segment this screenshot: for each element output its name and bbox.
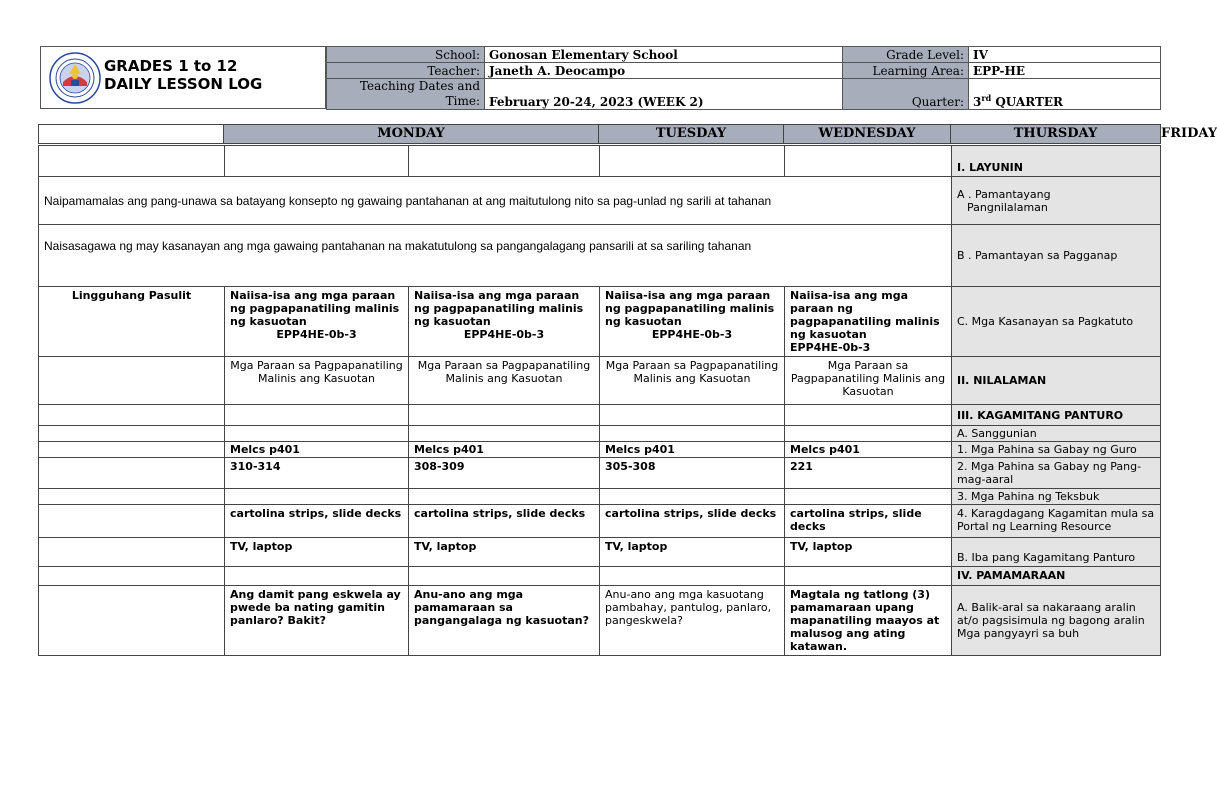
teacher-label: Teacher: xyxy=(327,63,485,79)
iba-kagamitan-row xyxy=(39,538,1161,567)
gabay-guro-label: 1. Mga Pahina sa Gabay ng Guro xyxy=(952,442,1161,458)
grade-level-label: Grade Level: xyxy=(843,47,969,63)
teacher-value: Janeth A. Deocampo xyxy=(485,63,843,79)
sanggunian-label: A. Sanggunian xyxy=(952,426,1161,442)
balik-aral-row xyxy=(39,586,1161,656)
kagamitan-label: III. KAGAMITANG PANTURO xyxy=(952,405,1161,426)
pamantayang-text: Naipamamalas ang pang-unawa sa batayang konsepto ng gawaing pantahanan at ang maitutulong nito sa pag-unlad ng sarili at tahanan xyxy=(39,177,952,225)
cell xyxy=(785,489,952,505)
balik-aral-label-line1: A. Balik-aral sa nakaraang aralin at/o pagsisimula ng bagong aralin xyxy=(957,601,1145,627)
kasanayan-text: Naiisa-isa ang mga paraan ng pagpapanatiling malinis ng kasuotan xyxy=(230,289,400,328)
day-header-row: MONDAY TUESDAY WEDNESDAY THURSDAY FRIDAY xyxy=(39,125,1161,144)
karagdagang-row xyxy=(39,505,1161,538)
cartolina-monday: cartolina strips, slide decks xyxy=(225,505,409,538)
tv-thursday: TV, laptop xyxy=(785,538,952,567)
cartolina-wednesday: cartolina strips, slide decks xyxy=(600,505,785,538)
kasanayan-text: Naiisa-isa ang mga paraan ng pagpapanatiling malinis ng kasuotan xyxy=(790,289,940,341)
nilalaman-wednesday: Mga Paraan sa Pagpapanatiling Malinis ang Kasuotan xyxy=(600,357,785,405)
cell xyxy=(39,489,225,505)
day-tuesday: TUESDAY xyxy=(599,125,784,144)
tv-monday: TV, laptop xyxy=(225,538,409,567)
melcs-wednesday: Melcs p401 xyxy=(600,442,785,458)
pamamaraan-label: IV. PAMAMARAAN xyxy=(952,567,1161,586)
teaching-dates-label-line2: Time: xyxy=(445,94,480,108)
cell xyxy=(39,405,225,426)
question-thursday: Magtala ng tatlong (3) pamamaraan upang mapanatiling maayos at malusog ang ating katawan. xyxy=(785,586,952,656)
melcs-monday: Melcs p401 xyxy=(225,442,409,458)
learning-area-label: Learning Area: xyxy=(843,63,969,79)
deped-seal-icon xyxy=(49,52,101,104)
cell xyxy=(600,567,785,586)
teksbuk-label: 3. Mga Pahina ng Teksbuk xyxy=(952,489,1161,505)
gabay-guro-row xyxy=(39,442,1161,458)
cell xyxy=(600,489,785,505)
cell xyxy=(39,442,225,458)
kasanayan-wednesday xyxy=(600,287,785,357)
karagdagang-label: 4. Karagdagang Kagamitan mula sa Portal ng Learning Resource xyxy=(952,505,1161,538)
lesson-log-table xyxy=(38,124,1217,144)
dll-title-line2: DAILY LESSON LOG xyxy=(104,75,263,93)
quarter-suffix: rd xyxy=(981,93,992,103)
kasanayan-code: EPP4HE-0b-3 xyxy=(276,328,357,341)
pagganap-text: Naisasagawa ng may kasanayan ang mga gawaing pantahanan na makatutulong sa pangangalagang pansarili at sa sariling tahanan xyxy=(39,225,952,287)
question-monday: Ang damit pang eskwela ay pwede ba nating gamitin panlaro? Bakit? xyxy=(225,586,409,656)
cell xyxy=(225,426,409,442)
cell xyxy=(39,357,225,405)
balik-aral-label xyxy=(952,586,1161,656)
cell xyxy=(785,426,952,442)
layunin-label: I. LAYUNIN xyxy=(952,146,1161,177)
kasanayan-text: Naiisa-isa ang mga paraan ng pagpapanatiling malinis ng kasuotan xyxy=(605,289,775,328)
kasanayan-code: EPP4HE-0b-3 xyxy=(463,328,545,341)
dll-title-box xyxy=(40,46,326,109)
cartolina-tuesday: cartolina strips, slide decks xyxy=(409,505,600,538)
cell xyxy=(225,489,409,505)
balik-aral-label-line2: Mga pangyayri sa buh xyxy=(957,627,1080,640)
cell xyxy=(409,567,600,586)
pages-thursday: 221 xyxy=(785,458,952,489)
cell xyxy=(600,405,785,426)
cell xyxy=(409,426,600,442)
melcs-tuesday: Melcs p401 xyxy=(409,442,600,458)
cell xyxy=(225,405,409,426)
cell xyxy=(39,505,225,538)
kasanayan-row xyxy=(39,287,1161,357)
school-value: Gonosan Elementary School xyxy=(485,47,843,63)
teaching-dates-value: February 20-24, 2023 (WEEK 2) xyxy=(485,79,843,110)
learning-area-value: EPP-HE xyxy=(969,63,1161,79)
pamantayang-label xyxy=(952,177,1161,225)
cell xyxy=(225,567,409,586)
question-wednesday: Anu-ano ang mga kasuotang pambahay, pantulog, panlaro, pangeskwela? xyxy=(600,586,785,656)
kagamitan-row xyxy=(39,405,1161,426)
day-monday: MONDAY xyxy=(224,125,599,144)
kasanayan-thursday xyxy=(785,287,952,357)
pamantayang-label-line1: A . Pamantayang xyxy=(957,187,1051,201)
cell xyxy=(409,146,600,177)
kasanayan-tuesday xyxy=(409,287,600,357)
teaching-dates-label-line1: Teaching Dates and xyxy=(359,79,480,93)
quarter-word: QUARTER xyxy=(991,95,1064,109)
melcs-thursday: Melcs p401 xyxy=(785,442,952,458)
gabay-magaaral-row xyxy=(39,458,1161,489)
kasanayan-code: EPP4HE-0b-3 xyxy=(790,341,871,354)
school-label: School: xyxy=(327,47,485,63)
blank-header-cell xyxy=(39,125,224,144)
tv-wednesday: TV, laptop xyxy=(600,538,785,567)
day-wednesday: WEDNESDAY xyxy=(784,125,951,144)
nilalaman-thursday: Mga Paraan sa Pagpapanatiling Malinis ang Kasuotan xyxy=(785,357,952,405)
pamantayang-label-line2: Pangnilalaman xyxy=(967,200,1048,214)
gabay-magaaral-label: 2. Mga Pahina sa Gabay ng Pang-mag-aaral xyxy=(952,458,1161,489)
pages-wednesday: 305-308 xyxy=(600,458,785,489)
kasanayan-code: EPP4HE-0b-3 xyxy=(651,328,733,341)
teksbuk-row xyxy=(39,489,1161,505)
teaching-dates-label xyxy=(327,79,485,110)
pamamaraan-row xyxy=(39,567,1161,586)
cell xyxy=(409,405,600,426)
cell xyxy=(39,146,225,177)
cell xyxy=(225,146,409,177)
cell xyxy=(39,538,225,567)
kasanayan-monday xyxy=(225,287,409,357)
dll-title-line1: GRADES 1 to 12 xyxy=(104,57,238,75)
question-tuesday: Anu-ano ang mga pamamaraan sa pangangalaga ng kasuotan? xyxy=(409,586,600,656)
pamantayang-row xyxy=(39,177,1161,225)
nilalaman-row xyxy=(39,357,1161,405)
cell xyxy=(39,426,225,442)
quarter-label: Quarter: xyxy=(843,79,969,110)
cell xyxy=(409,489,600,505)
nilalaman-monday: Mga Paraan sa Pagpapanatiling Malinis ang Kasuotan xyxy=(225,357,409,405)
lesson-log-body xyxy=(38,145,1161,656)
cell xyxy=(39,458,225,489)
kasanayan-text: Naiisa-isa ang mga paraan ng pagpapanatiling malinis ng kasuotan xyxy=(414,289,584,328)
layunin-row xyxy=(39,146,1161,177)
nilalaman-tuesday: Mga Paraan sa Pagpapanatiling Malinis ang Kasuotan xyxy=(409,357,600,405)
lingguhang-pasulit: Lingguhang Pasulit xyxy=(39,287,225,357)
cell xyxy=(785,567,952,586)
cell xyxy=(785,405,952,426)
day-thursday: THURSDAY xyxy=(951,125,1161,144)
grade-level-value: IV xyxy=(969,47,1161,63)
pagganap-label: B . Pamantayan sa Pagganap xyxy=(952,225,1161,287)
quarter-number: 3 xyxy=(973,95,982,109)
cell xyxy=(600,426,785,442)
pages-tuesday: 308-309 xyxy=(409,458,600,489)
cell xyxy=(600,146,785,177)
quarter-value xyxy=(969,79,1161,110)
kasanayan-label: C. Mga Kasanayan sa Pagkatuto xyxy=(952,287,1161,357)
cell xyxy=(39,586,225,656)
sanggunian-row xyxy=(39,426,1161,442)
tv-tuesday: TV, laptop xyxy=(409,538,600,567)
pages-monday: 310-314 xyxy=(225,458,409,489)
cell xyxy=(39,567,225,586)
nilalaman-label: II. NILALAMAN xyxy=(952,357,1161,405)
pagganap-row xyxy=(39,225,1161,287)
iba-kagamitan-label: B. Iba pang Kagamitang Panturo xyxy=(952,538,1161,567)
cartolina-thursday: cartolina strips, slide decks xyxy=(785,505,952,538)
header-info-table xyxy=(326,46,1161,110)
cell xyxy=(785,146,952,177)
